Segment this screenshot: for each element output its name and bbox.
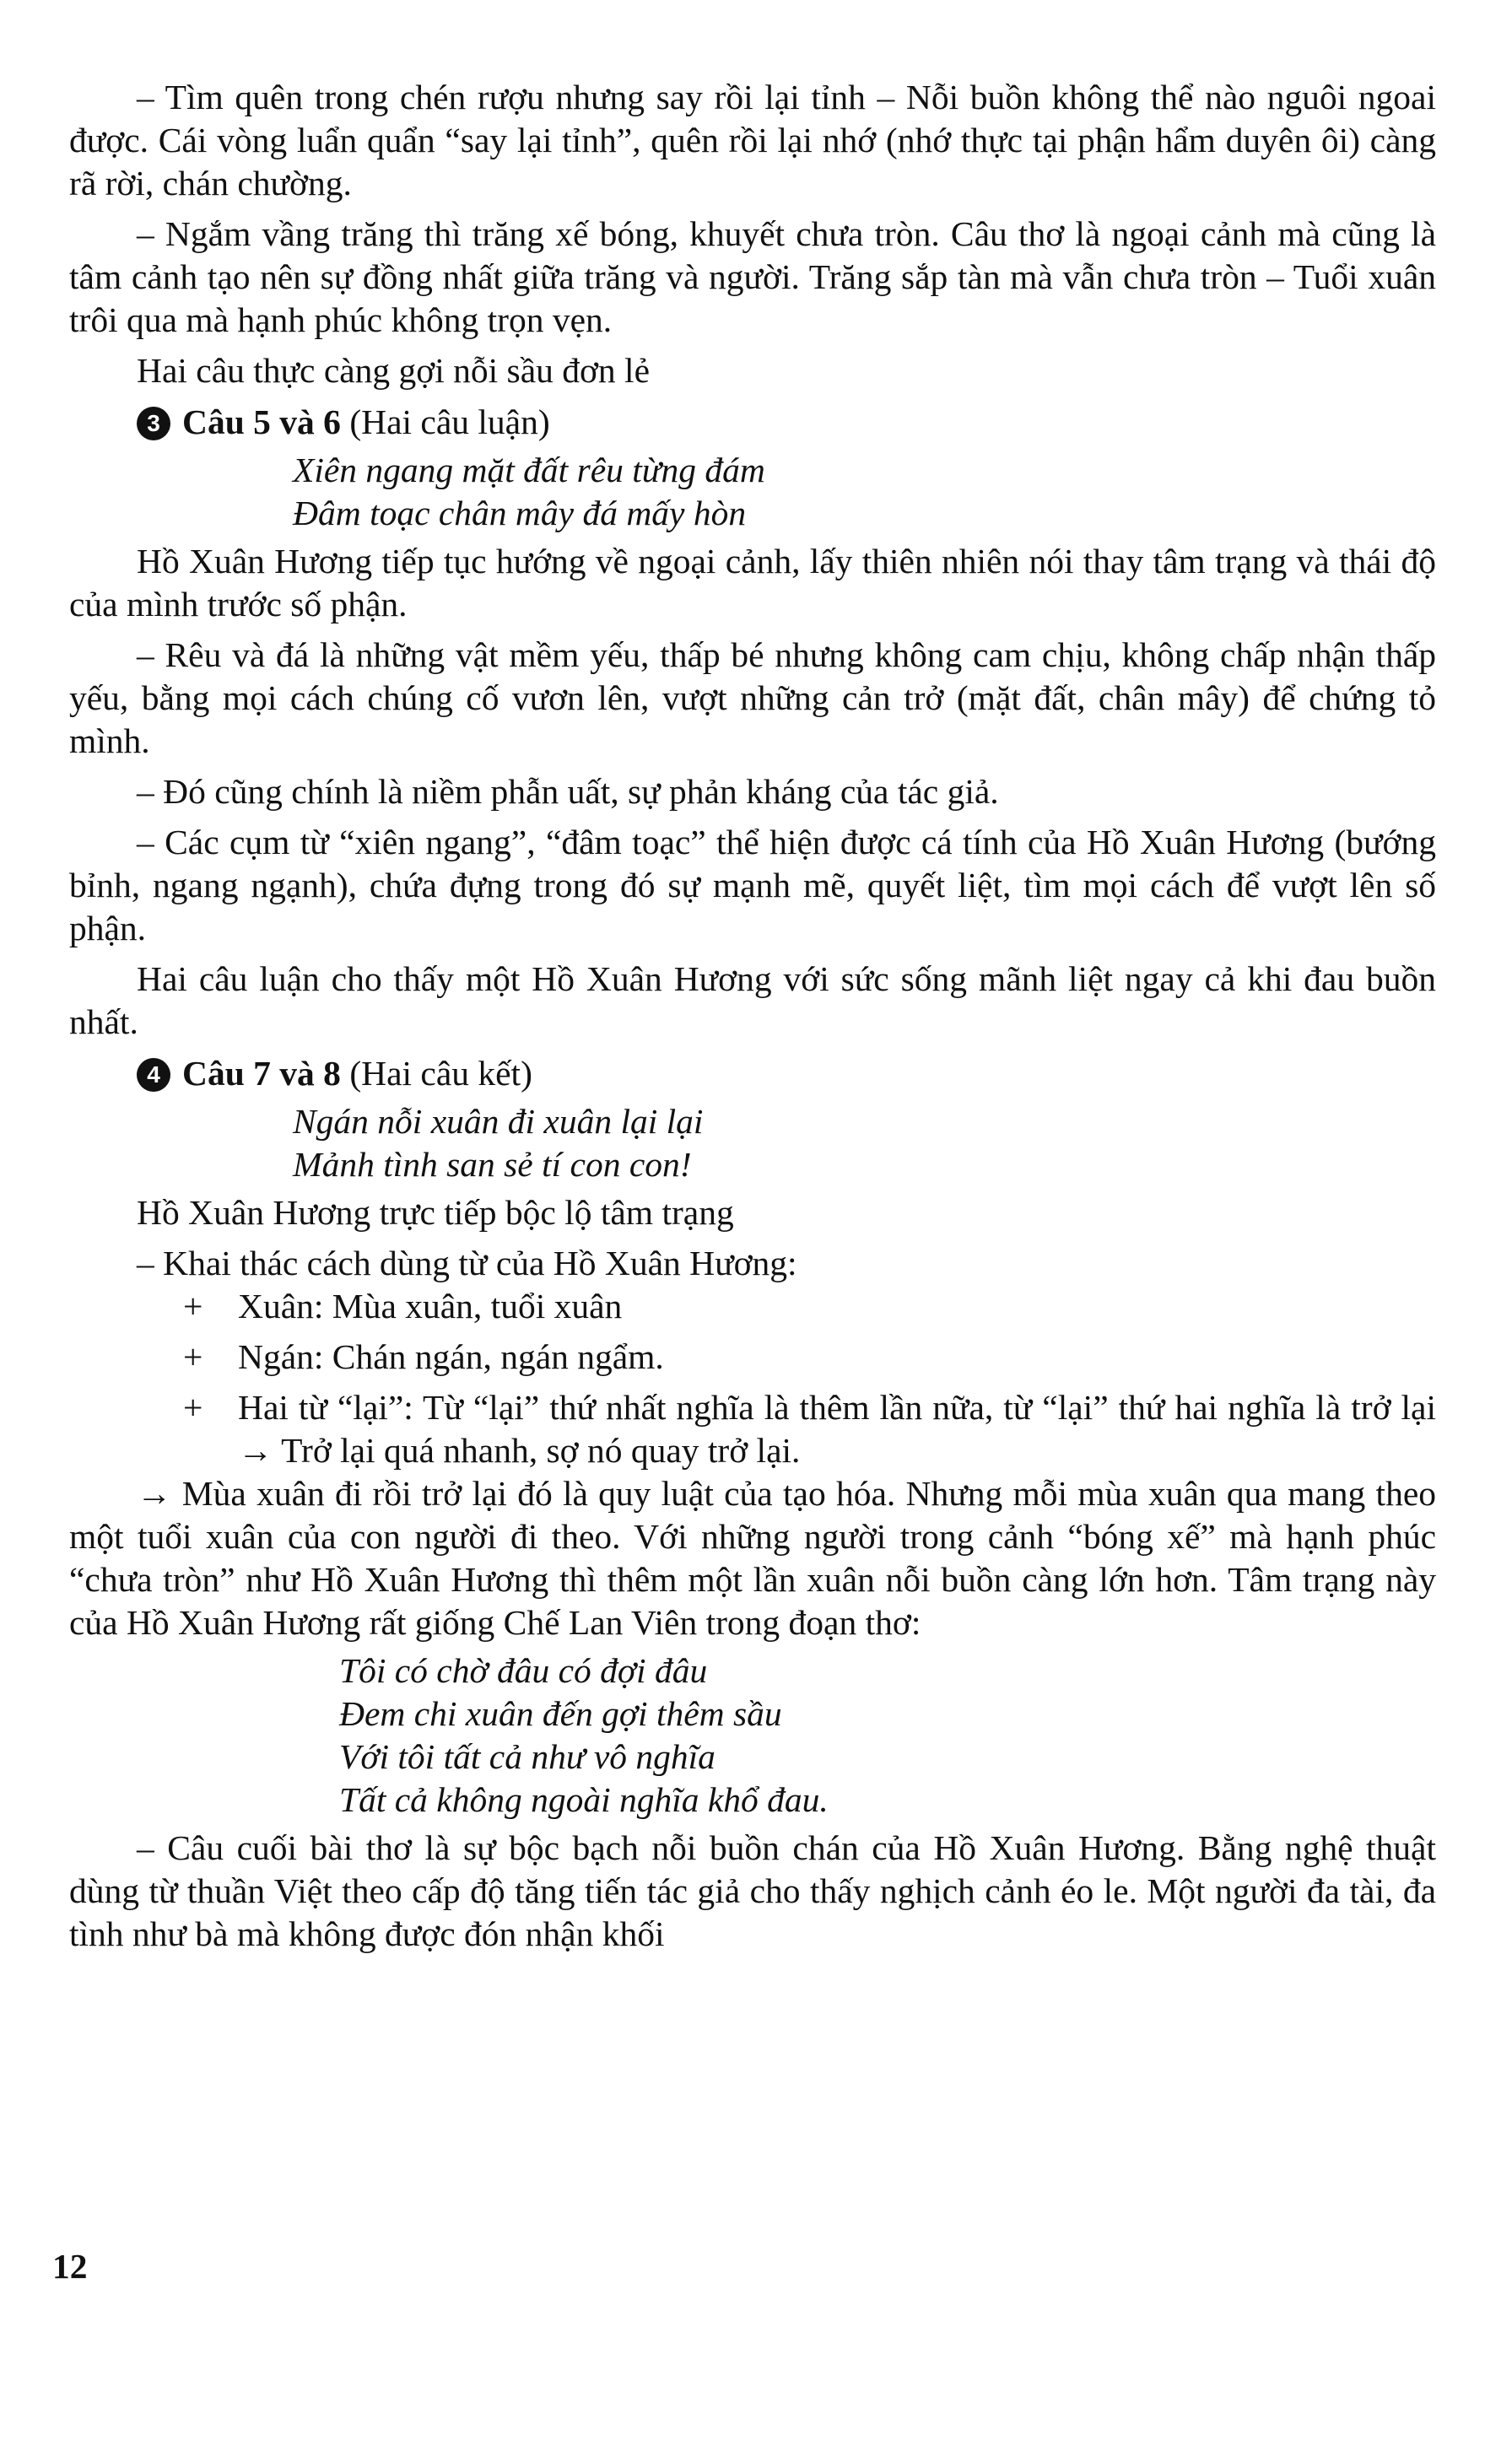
plus-bullet-icon: + [183,1337,203,1376]
page-number: 12 [52,2247,88,2286]
section-heading-luan [69,401,1436,444]
verse-line: Với tôi tất cả như vô nghĩa [339,1737,716,1776]
poem-verse-ket [69,1100,1436,1186]
list-item: + Hai từ “lại”: Từ “lại” thứ nhất nghĩa là thêm lần nữa, từ “lại” thứ hai nghĩa là trở lại → Trở lại quá nhanh, sợ nó quay trở lại. [183,1388,1436,1470]
verse-line: Ngán nỗi xuân đi xuân lại lại [293,1102,704,1141]
circled-number-3-icon: 3 [137,407,170,440]
section-title: Câu 7 và 8 [182,1054,341,1093]
plus-bullet-icon: + [183,1287,203,1325]
verse-line: Mảnh tình san sẻ tí con con! [293,1145,692,1184]
paragraph-direct-mood: Hồ Xuân Hương trực tiếp bộc lộ tâm trạng [137,1193,734,1232]
quote-che-lan-vien [69,1649,1436,1822]
verse-line: Tôi có chờ đâu có đợi đâu [339,1651,708,1690]
section-heading-ket [69,1052,1436,1095]
paragraph-final-line: – Câu cuối bài thơ là sự bộc bạch nỗi buồn chán của Hồ Xuân Hương. Bằng nghệ thuật dùng từ thuần Việt theo cấp độ tăng tiến tác giả cho thấy nghịch cảnh éo le. Một người đa tài, đa tình như bà mà không được đón nhận khối [69,1828,1436,1953]
plus-bullet-icon: + [183,1388,203,1427]
verse-line: Xiên ngang mặt đất rêu từng đám [293,451,765,489]
paragraph-summary-thuc: Hai câu thực càng gợi nỗi sầu đơn lẻ [137,351,651,390]
list-item: + Ngán: Chán ngán, ngán ngẩm. [69,1336,1436,1379]
verse-line: Đâm toạc chân mây đá mấy hòn [293,494,747,532]
paragraph-resentment: – Đó cũng chính là niềm phẫn uất, sự phản kháng của tác giả. [137,772,999,811]
poem-verse-luan [69,449,1436,535]
section-title: Câu 5 và 6 [182,402,341,441]
paragraph-word-usage: – Khai thác cách dùng từ của Hồ Xuân Hương: [137,1244,797,1282]
paragraph-phrases: – Các cụm từ “xiên ngang”, “đâm toạc” thể hiện được cá tính của Hồ Xuân Hương (bướng bỉnh, ngang ngạnh), chứa đựng trong đó sự mạnh mẽ, quyết liệt, tìm mọi cách để vượt lên số phận. [69,823,1436,947]
paragraph-spring-returns: → Mùa xuân đi rồi trở lại đó là quy luật của tạo hóa. Nhưng mỗi mùa xuân qua mang theo một tuổi xuân của con người đi theo. Với những người trong cảnh “bóng xế” mà hạnh phúc “chưa tròn” như Hồ Xuân Hương thì thêm một lần xuân nỗi buồn càng lớn hơn. Tâm trạng này của Hồ Xuân Hương rất giống Chế Lan Viên trong đoạn thơ: [69,1474,1436,1642]
verse-line: Tất cả không ngoài nghĩa khổ đau. [339,1780,829,1819]
circled-number-4-icon: 4 [137,1058,170,1092]
paragraph-forget-in-wine: – Tìm quên trong chén rượu nhưng say rồi lại tỉnh – Nỗi buồn không thể nào nguôi ngoai được. Cái vòng luẩn quẩn “say lại tỉnh”, quên rồi lại nhớ (nhớ thực tại phận hẩm duyên ôi) càng rã rời, chán chường. [69,78,1436,202]
paragraph-moss-stone: – Rêu và đá là những vật mềm yếu, thấp bé nhưng không cam chịu, không chấp nhận thấp yếu, bằng mọi cách chúng cố vươn lên, vượt những cản trở (mặt đất, chân mây) để chứng tỏ mình. [69,635,1436,760]
paragraph-summary-luan: Hai câu luận cho thấy một Hồ Xuân Hương với sức sống mãnh liệt ngay cả khi đau buồn nhất. [69,959,1436,1041]
list-item: + Xuân: Mùa xuân, tuổi xuân [69,1285,1436,1328]
word-usage-list [69,1285,1436,1472]
verse-line: Đem chi xuân đến gợi thêm sầu [339,1694,782,1733]
section-subtitle: (Hai câu luận) [349,402,550,441]
page-body [69,76,1436,1956]
paragraph-moon-waning: – Ngắm vầng trăng thì trăng xế bóng, khuyết chưa tròn. Câu thơ là ngoại cảnh mà cũng là tâm cảnh tạo nên sự đồng nhất giữa trăng và người. Trăng sắp tàn mà vẫn chưa tròn – Tuổi xuân trôi qua mà hạnh phúc không trọn vẹn. [69,214,1436,339]
paragraph-nature-speaks: Hồ Xuân Hương tiếp tục hướng về ngoại cảnh, lấy thiên nhiên nói thay tâm trạng và thái độ của mình trước số phận. [69,542,1436,623]
section-subtitle: (Hai câu kết) [349,1054,532,1093]
